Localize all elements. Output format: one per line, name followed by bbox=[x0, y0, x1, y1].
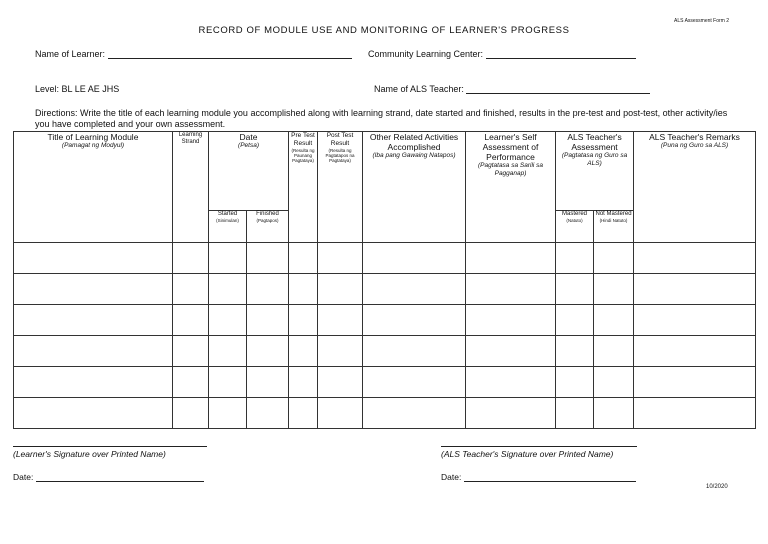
learner-signature-line[interactable] bbox=[13, 446, 207, 447]
cell-started[interactable] bbox=[209, 367, 247, 398]
cell-mastered[interactable] bbox=[556, 274, 594, 305]
cell-pre[interactable] bbox=[289, 305, 318, 336]
header-finished: Finished (Pagtapos) bbox=[247, 211, 289, 243]
teacher-date-field[interactable] bbox=[441, 472, 636, 482]
cell-self[interactable] bbox=[466, 305, 556, 336]
cell-post[interactable] bbox=[318, 243, 363, 274]
header-self-assessment: Learner's Self Assessment of Performance (Pagtatasa sa Sarili sa Pagganap) bbox=[466, 132, 556, 243]
cell-finished[interactable] bbox=[247, 367, 289, 398]
header-date: Date (Petsa) bbox=[209, 132, 289, 211]
cell-strand[interactable] bbox=[173, 305, 209, 336]
clc-field[interactable] bbox=[368, 49, 636, 59]
cell-pre[interactable] bbox=[289, 243, 318, 274]
cell-title[interactable] bbox=[14, 274, 173, 305]
header-not-mastered: Not Mastered (Hindi Natuto) bbox=[594, 211, 634, 243]
cell-other[interactable] bbox=[363, 398, 466, 429]
teacher-date-line bbox=[464, 472, 636, 482]
cell-title[interactable] bbox=[14, 398, 173, 429]
header-strand: Learning Strand bbox=[173, 132, 209, 243]
cell-other[interactable] bbox=[363, 243, 466, 274]
learner-signature-label: (Learner's Signature over Printed Name) bbox=[13, 449, 166, 459]
cell-not-mastered[interactable] bbox=[594, 243, 634, 274]
cell-other[interactable] bbox=[363, 305, 466, 336]
teacher-name-field[interactable] bbox=[374, 84, 650, 94]
header-title: Title of Learning Module (Pamagat ng Modyul) bbox=[14, 132, 173, 243]
cell-not-mastered[interactable] bbox=[594, 367, 634, 398]
cell-mastered[interactable] bbox=[556, 398, 594, 429]
cell-finished[interactable] bbox=[247, 243, 289, 274]
cell-post[interactable] bbox=[318, 274, 363, 305]
cell-post[interactable] bbox=[318, 398, 363, 429]
header-teacher-assessment: ALS Teacher's Assessment (Pagtatasa ng Guro sa ALS) bbox=[556, 132, 634, 211]
form-version: 10/2020 bbox=[706, 484, 728, 490]
learner-name-label: Name of Learner: bbox=[35, 49, 106, 59]
cell-started[interactable] bbox=[209, 243, 247, 274]
cell-remarks[interactable] bbox=[634, 243, 756, 274]
cell-finished[interactable] bbox=[247, 305, 289, 336]
cell-title[interactable] bbox=[14, 336, 173, 367]
cell-strand[interactable] bbox=[173, 274, 209, 305]
cell-title[interactable] bbox=[14, 367, 173, 398]
cell-pre[interactable] bbox=[289, 398, 318, 429]
header-other-activities: Other Related Activities Accomplished (Iba pang Gawaing Natapos) bbox=[363, 132, 466, 243]
cell-finished[interactable] bbox=[247, 398, 289, 429]
teacher-signature-line[interactable] bbox=[441, 446, 637, 447]
cell-not-mastered[interactable] bbox=[594, 336, 634, 367]
cell-remarks[interactable] bbox=[634, 398, 756, 429]
teacher-date-label: Date: bbox=[441, 472, 462, 482]
cell-not-mastered[interactable] bbox=[594, 305, 634, 336]
cell-title[interactable] bbox=[14, 305, 173, 336]
teacher-name-label: Name of ALS Teacher: bbox=[374, 84, 464, 94]
cell-pre[interactable] bbox=[289, 336, 318, 367]
table-row bbox=[14, 336, 756, 367]
level-label: Level: BL LE AE JHS bbox=[35, 84, 120, 94]
learner-date-field[interactable] bbox=[13, 472, 204, 482]
cell-not-mastered[interactable] bbox=[594, 398, 634, 429]
cell-title[interactable] bbox=[14, 243, 173, 274]
clc-line bbox=[486, 49, 636, 59]
table-row bbox=[14, 398, 756, 429]
cell-remarks[interactable] bbox=[634, 367, 756, 398]
form-number: ALS Assessment Form 2 bbox=[674, 18, 730, 24]
cell-strand[interactable] bbox=[173, 398, 209, 429]
table-row bbox=[14, 367, 756, 398]
cell-strand[interactable] bbox=[173, 336, 209, 367]
cell-mastered[interactable] bbox=[556, 367, 594, 398]
clc-label: Community Learning Center: bbox=[368, 49, 484, 59]
header-pre-test: Pre Test Result (Resulta ng Paunang Pagtataya) bbox=[289, 132, 318, 243]
cell-started[interactable] bbox=[209, 305, 247, 336]
directions: Directions: Write the title of each learning module you accomplished along with learning strand, date started and finished, results in the pre-test and post-test, other activity/ies you have completed and your own assessment. bbox=[35, 108, 728, 129]
cell-pre[interactable] bbox=[289, 367, 318, 398]
cell-strand[interactable] bbox=[173, 243, 209, 274]
cell-self[interactable] bbox=[466, 274, 556, 305]
teacher-signature-label: (ALS Teacher's Signature over Printed Name) bbox=[441, 449, 614, 459]
table-row bbox=[14, 305, 756, 336]
header-mastered: Mastered (Natuto) bbox=[556, 211, 594, 243]
table-row bbox=[14, 243, 756, 274]
cell-mastered[interactable] bbox=[556, 243, 594, 274]
cell-remarks[interactable] bbox=[634, 274, 756, 305]
learner-date-label: Date: bbox=[13, 472, 34, 482]
cell-pre[interactable] bbox=[289, 274, 318, 305]
cell-mastered[interactable] bbox=[556, 336, 594, 367]
cell-other[interactable] bbox=[363, 367, 466, 398]
cell-strand[interactable] bbox=[173, 367, 209, 398]
teacher-name-line bbox=[466, 84, 650, 94]
header-post-test: Post Test Result (Resulta ng Pagtatapos na Pagtataya) bbox=[318, 132, 363, 243]
cell-self[interactable] bbox=[466, 398, 556, 429]
cell-other[interactable] bbox=[363, 274, 466, 305]
header-remarks: ALS Teacher's Remarks (Puna ng Guro sa ALS) bbox=[634, 132, 756, 243]
module-record-table bbox=[13, 131, 756, 429]
learner-date-line bbox=[36, 472, 204, 482]
cell-started[interactable] bbox=[209, 336, 247, 367]
cell-post[interactable] bbox=[318, 336, 363, 367]
cell-finished[interactable] bbox=[247, 274, 289, 305]
cell-not-mastered[interactable] bbox=[594, 274, 634, 305]
cell-self[interactable] bbox=[466, 367, 556, 398]
cell-started[interactable] bbox=[209, 398, 247, 429]
cell-self[interactable] bbox=[466, 243, 556, 274]
cell-self[interactable] bbox=[466, 336, 556, 367]
cell-remarks[interactable] bbox=[634, 305, 756, 336]
header-started: Started (Sinimulan) bbox=[209, 211, 247, 243]
cell-finished[interactable] bbox=[247, 336, 289, 367]
cell-post[interactable] bbox=[318, 367, 363, 398]
learner-name-field[interactable] bbox=[35, 49, 352, 59]
page-title: RECORD OF MODULE USE AND MONITORING OF LEARNER'S PROGRESS bbox=[198, 25, 570, 36]
learner-name-line bbox=[108, 49, 352, 59]
cell-post[interactable] bbox=[318, 305, 363, 336]
cell-mastered[interactable] bbox=[556, 305, 594, 336]
cell-other[interactable] bbox=[363, 336, 466, 367]
cell-started[interactable] bbox=[209, 274, 247, 305]
cell-remarks[interactable] bbox=[634, 336, 756, 367]
table-row bbox=[14, 274, 756, 305]
